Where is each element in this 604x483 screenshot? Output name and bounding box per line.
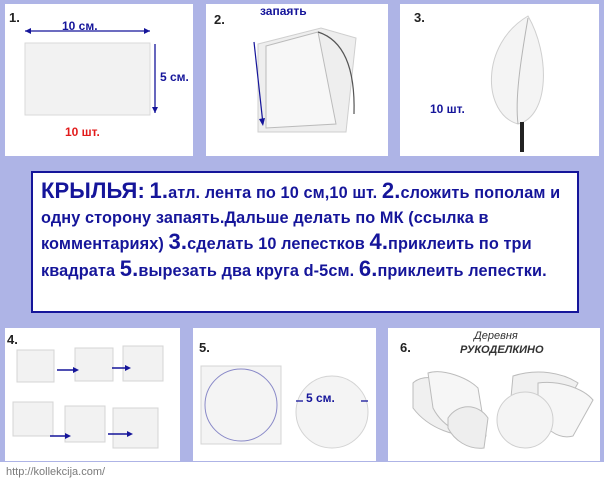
- watermark-line2: РУКОДЕЛКИНО: [460, 344, 544, 356]
- count-label: 10 шт.: [430, 102, 465, 116]
- step2-photo-panel: [206, 4, 388, 156]
- step4-photo-panel: [5, 328, 180, 461]
- step-text-6: приклеить лепестки.: [377, 261, 547, 280]
- step-text-5: вырезать два круга d-5см.: [138, 261, 355, 280]
- squares-illustration: [5, 328, 180, 461]
- folded-ribbon-illustration: [206, 4, 388, 156]
- step-number: 5.: [199, 340, 210, 355]
- step6-photo-panel: [388, 328, 600, 461]
- count-label: 10 шт.: [65, 125, 100, 139]
- step-number: 3.: [414, 10, 425, 25]
- width-label: 10 см.: [62, 19, 98, 33]
- step-num-1: 1.: [149, 178, 169, 203]
- step-number: 4.: [7, 332, 18, 347]
- step3-photo-panel: [400, 4, 599, 156]
- instructions-text: [41, 179, 569, 283]
- step1-photo-panel: [5, 4, 193, 156]
- instructions-title: КРЫЛЬЯ:: [41, 178, 145, 203]
- step-num-5: 5.: [119, 255, 139, 281]
- step-number: 1.: [9, 10, 20, 25]
- step-num-2: 2.: [381, 178, 401, 203]
- step-text-2: сложить пополам и одну сторону запаять.Дальше делать по МК (ссылка в комментариях): [41, 184, 561, 253]
- step-number: 2.: [214, 12, 225, 27]
- circles-illustration: [193, 328, 376, 461]
- step5-photo-panel: [193, 328, 376, 461]
- instructions-box: [31, 171, 579, 313]
- height-label: 5 см.: [160, 70, 189, 84]
- diameter-label: 5 см.: [306, 391, 335, 405]
- step-text-3: сделать 10 лепестков: [187, 235, 365, 253]
- watermark-line1: Деревня: [474, 330, 518, 342]
- petal-illustration: [400, 4, 599, 156]
- step-text-4: приклеить по три квадрата: [41, 235, 532, 280]
- seal-label: запаять: [260, 4, 307, 18]
- source-url[interactable]: http://kollekcija.com/: [6, 466, 106, 478]
- step-text-1: атл. лента по 10 см,10 шт.: [168, 184, 378, 202]
- step-num-6: 6.: [358, 255, 378, 281]
- step-num-4: 4.: [369, 229, 389, 254]
- step-num-3: 3.: [168, 229, 188, 254]
- step-number: 6.: [400, 340, 411, 355]
- instructions-banner: [6, 163, 598, 321]
